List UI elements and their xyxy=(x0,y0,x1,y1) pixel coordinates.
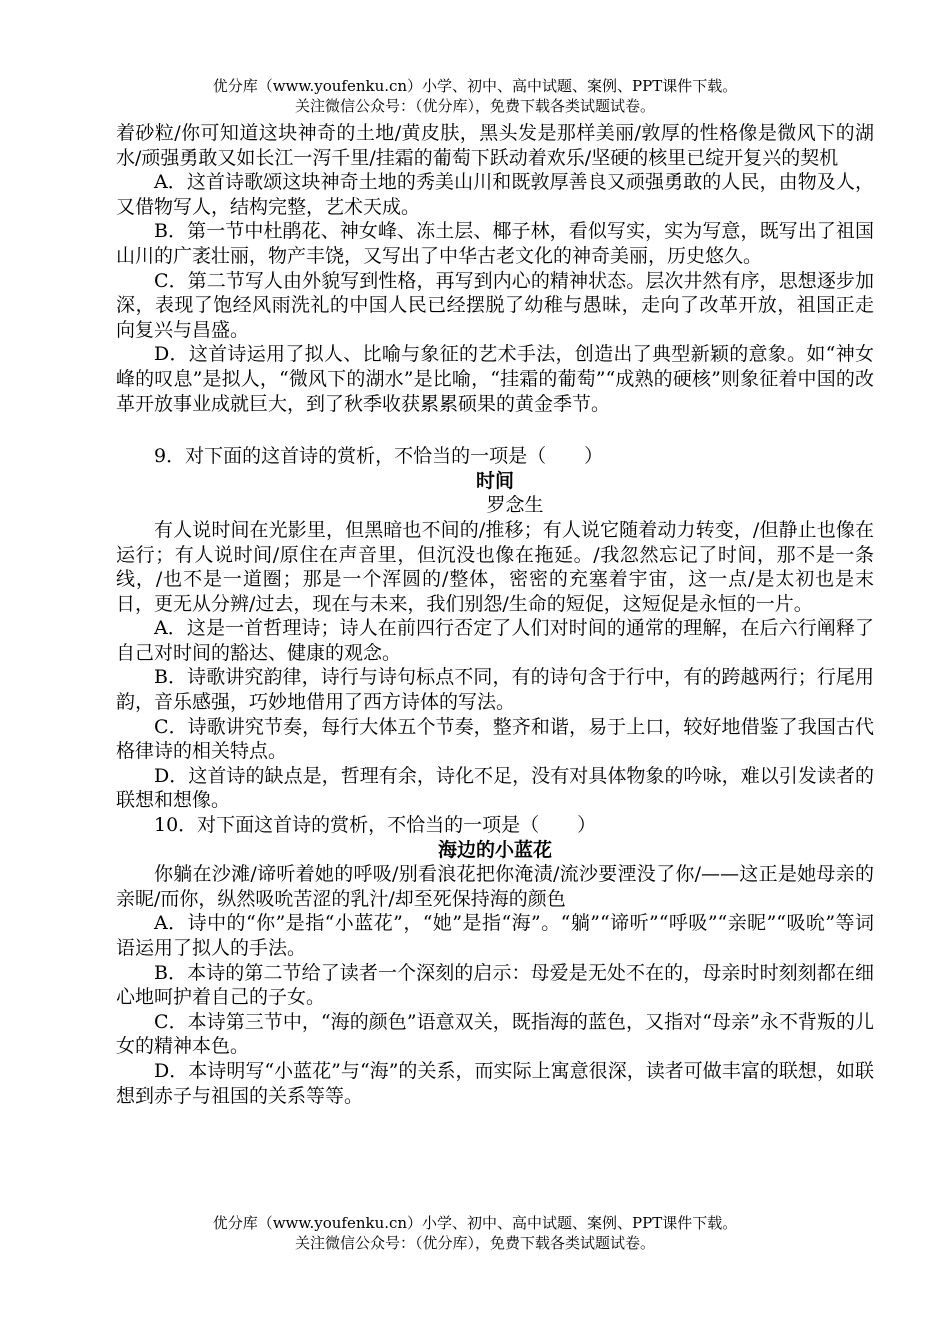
q10-option-c: C．本诗第三节中，“海的颜色”语意双关，既指海的蓝色，又指对“母亲”永不背叛的儿女的精神本色。 xyxy=(116,1010,874,1058)
q9-option-c: C．诗歌讲究节奏，每行大体五个节奏，整齐和谐，易于上口，较好地借鉴了我国古代格律诗的相关特点。 xyxy=(116,715,874,763)
footer-line-1: 优分库（www.youfenku.cn）小学、初中、高中试题、案例、PPT课件下载。 xyxy=(212,1214,738,1232)
q10-option-b: B．本诗的第二节给了读者一个深刻的启示：母爱是无处不在的，母亲时时刻刻都在细心地呵护着自己的子女。 xyxy=(116,961,874,1009)
q10-option-a: A．诗中的“你”是指“小蓝花”，“她”是指“海”。“躺”“谛听”“呼吸”“亲昵”“吸吮”等词语运用了拟人的手法。 xyxy=(116,912,874,959)
page-footer xyxy=(0,1213,950,1253)
q10-poem-body: 你躺在沙滩/谛听着她的呼吸/别看浪花把你淹渍/流沙要湮没了你/——这正是她母亲的亲昵/而你，纵然吸吮苦涩的乳汁/却至死保持海的颜色 xyxy=(116,863,874,910)
header-line-1: 优分库（www.youfenku.cn）小学、初中、高中试题、案例、PPT课件下载。 xyxy=(212,77,738,95)
footer-line-2: 关注微信公众号：（优分库），免费下载各类试题试卷。 xyxy=(294,1234,655,1252)
page-header xyxy=(0,76,950,116)
q10-poem-title: 海边的小蓝花 xyxy=(437,838,552,861)
q9-question: 9．对下面的这首诗的赏析，不恰当的一项是（ ） xyxy=(154,445,604,468)
q8-poem-tail: 着砂粒/你可知道这块神奇的土地/黄皮肤，黑头发是那样美丽/敦厚的性格像是微风下的湖水/顽强勇敢又如长江一泻千里/挂霜的葡萄下跃动着欢乐/坚硬的核里已绽开复兴的契机 xyxy=(116,122,874,169)
q8-option-c: C．第二节写人由外貌写到性格，再写到内心的精神状态。层次井然有序，思想逐步加深，表现了饱经风雨洗礼的中国人民已经摆脱了幼稚与愚昧，走向了改革开放，祖国正走向复兴与昌盛。 xyxy=(116,269,874,341)
q8-option-d: D．这首诗运用了拟人、比喻与象征的艺术手法，创造出了典型新颖的意象。如“神女峰的叹息”是拟人，“微风下的湖水”是比喻，“挂霜的葡萄”“成熟的硬核”则象征着中国的改革开放事业成就巨大，到了秋季收获累累硕果的黄金季节。 xyxy=(116,343,874,415)
q9-poem-body: 有人说时间在光影里，但黑暗也不间的/推移；有人说它随着动力转变，/但静止也像在运行；有人说时间/原住在声音里，但沉没也像在拖延。/我忽然忘记了时间，那不是一条线，/也不是一道圈；那是一个浑圆的/整体，密密的充塞着宇宙，这一点/是太初也是末日，更无从分辨/过去，现在与未来，我们别怨/生命的短促，这短促是永恒的一片。 xyxy=(116,518,874,615)
spacer xyxy=(116,416,874,444)
q9-poem-author: 罗念生 xyxy=(486,494,544,517)
q10-question: 10．对下面这首诗的赏析，不恰当的一项是（ ） xyxy=(154,814,597,837)
page-content xyxy=(116,121,874,1108)
q9-option-a: A．这是一首哲理诗；诗人在前四行否定了人们对时间的通常的理解，在后六行阐释了自己对时间的豁达、健康的观念。 xyxy=(116,617,874,664)
q9-poem-title: 时间 xyxy=(475,469,514,492)
q8-option-a: A．这首诗歌颂这块神奇土地的秀美山川和既敦厚善良又顽强勇敢的人民，由物及人，又借物写人，结构完整，艺术天成。 xyxy=(116,171,874,218)
q10-option-d: D．本诗明写“小蓝花”与“海”的关系，而实际上寓意很深，读者可做丰富的联想，如联想到赤子与祖国的关系等等。 xyxy=(116,1059,874,1107)
q8-option-b: B．第一节中杜鹃花、神女峰、冻土层、椰子林，看似写实，实为写意，既写出了祖国山川的广袤壮丽，物产丰饶，又写出了中华古老文化的神奇美丽，历史悠久。 xyxy=(116,220,874,267)
q9-option-d: D．这首诗的缺点是，哲理有余，诗化不足，没有对具体物象的吟咏，难以引发读者的联想和想像。 xyxy=(116,764,874,812)
header-line-2: 关注微信公众号：（优分库），免费下载各类试题试卷。 xyxy=(294,97,655,115)
q9-option-b: B．诗歌讲究韵律，诗行与诗句标点不同，有的诗句含于行中，有的跨越两行；行尾用韵，音乐感强，巧妙地借用了西方诗体的写法。 xyxy=(116,666,874,714)
